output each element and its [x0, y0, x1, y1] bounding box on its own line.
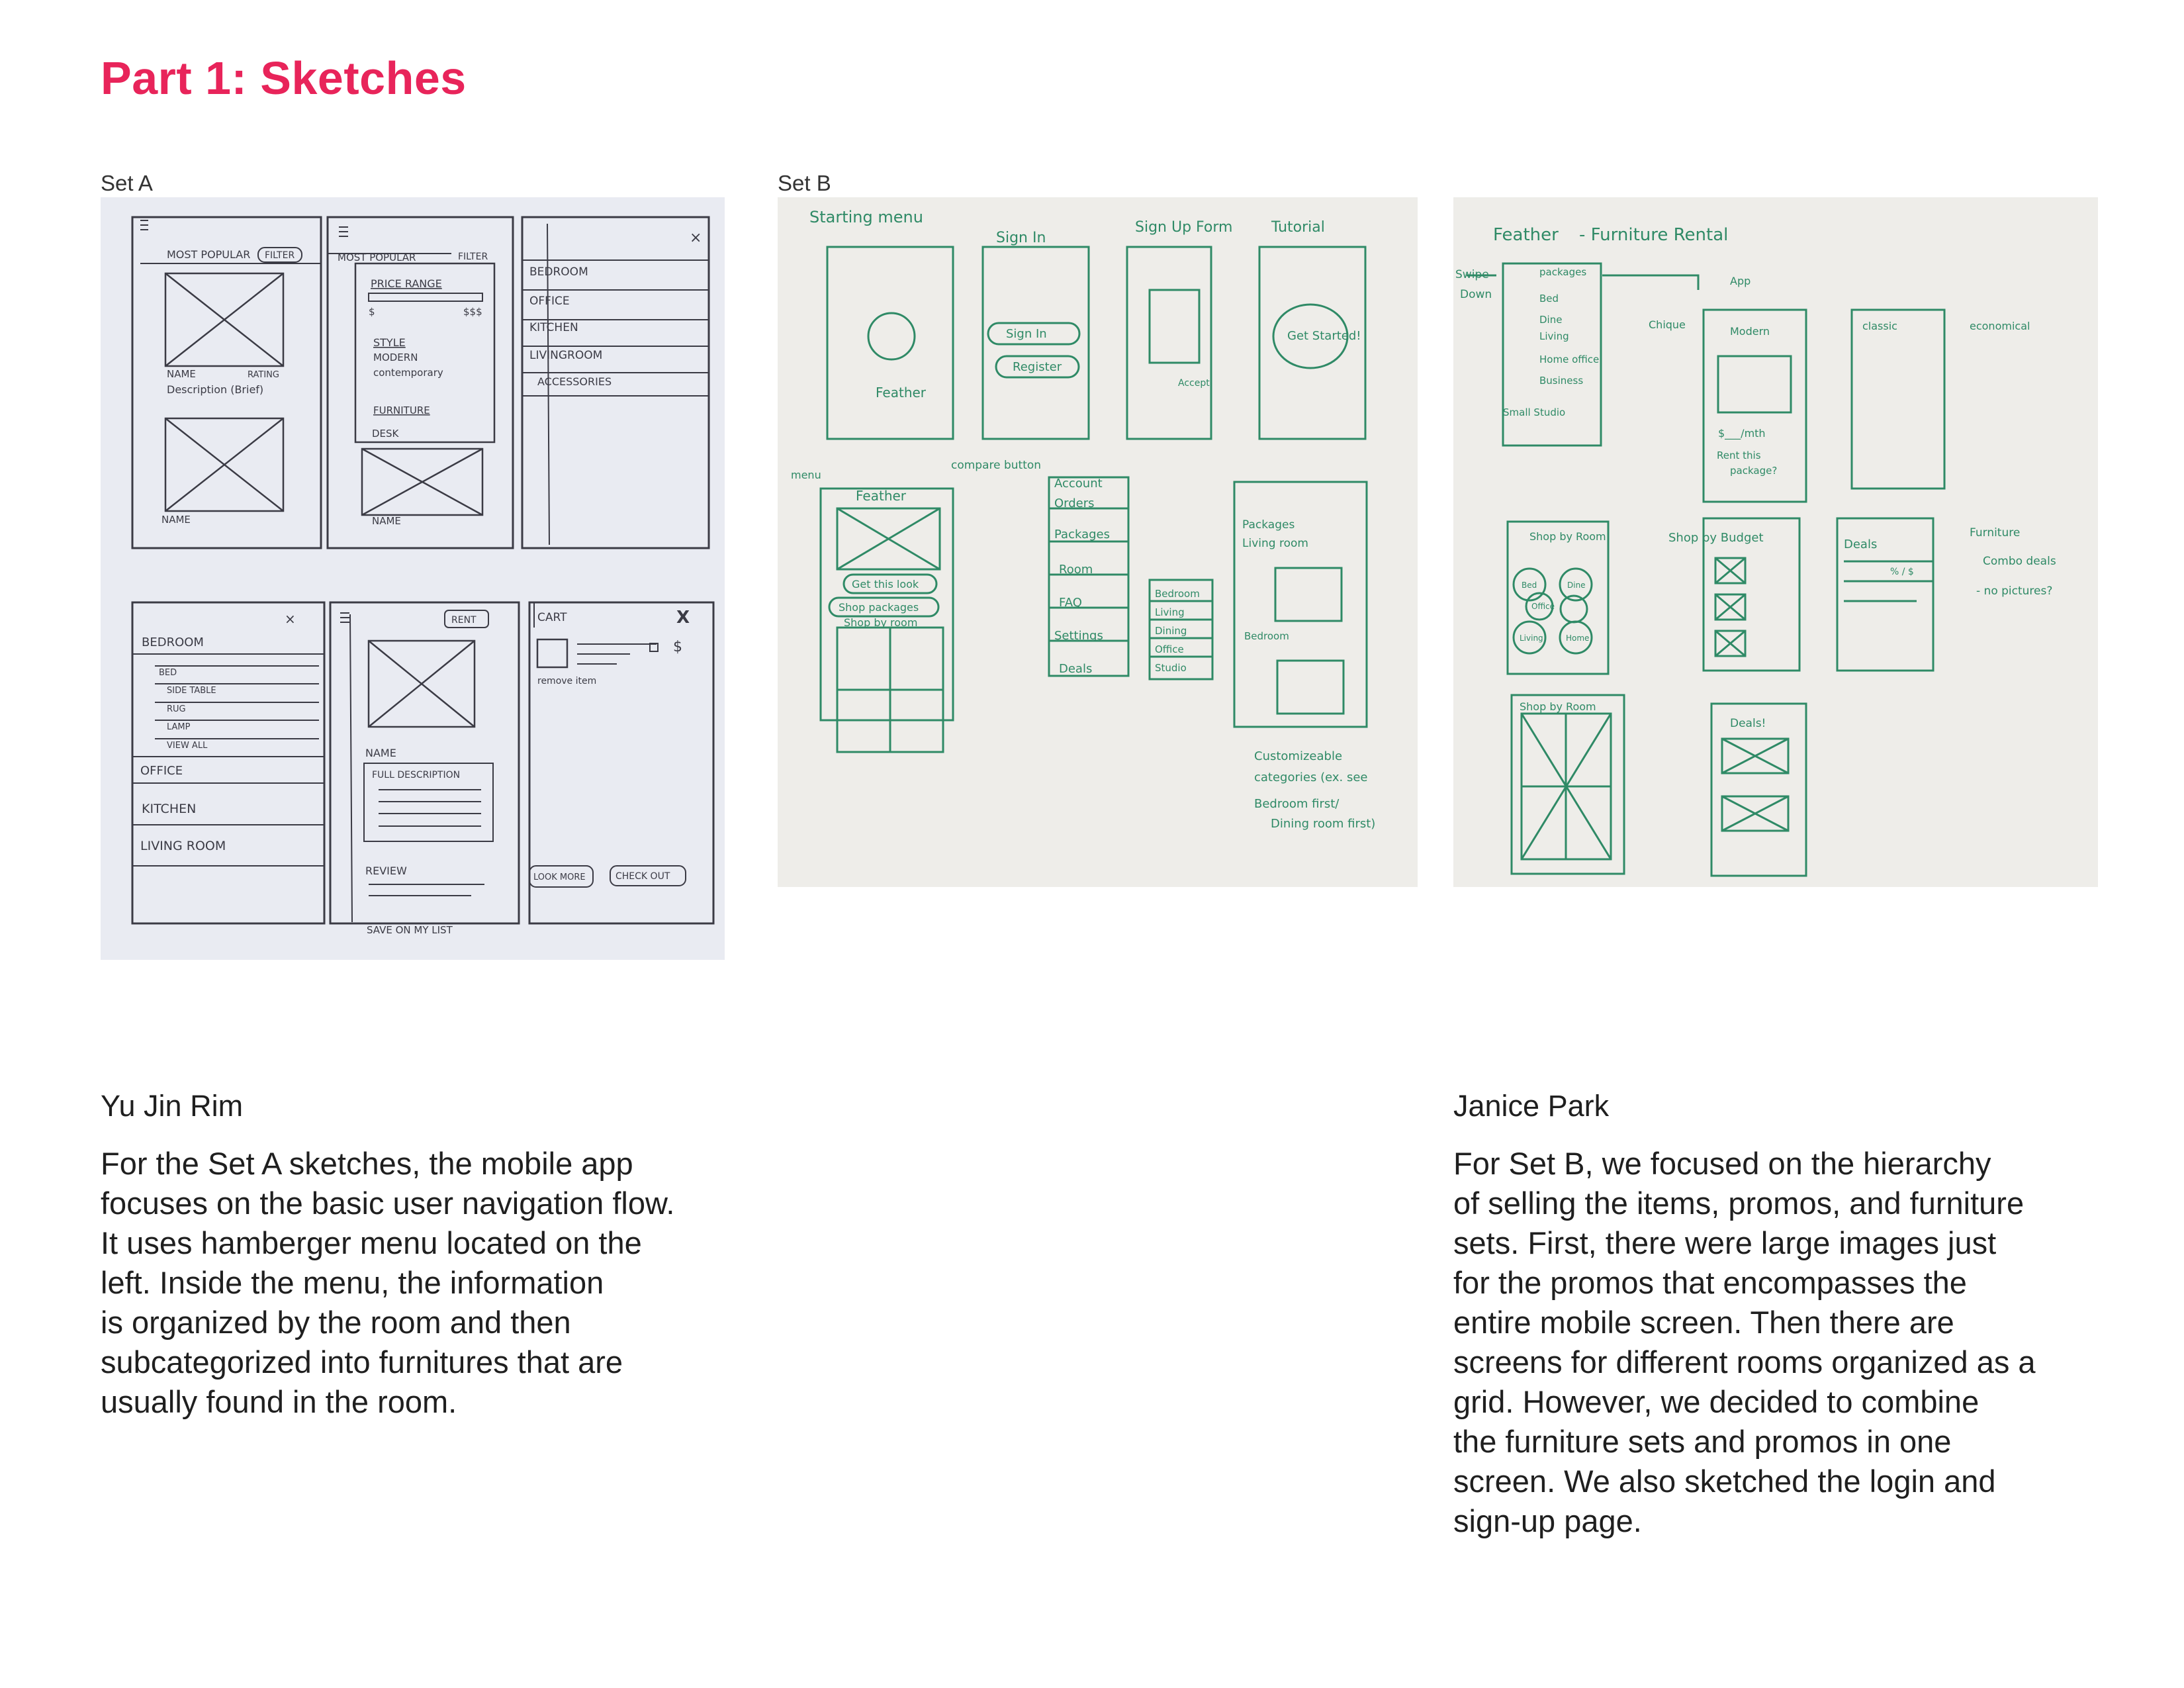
description-set-b-line: the furniture sets and promos in one	[1453, 1424, 1952, 1459]
b1-living-room: Living room	[1242, 537, 1308, 550]
description-set-b	[1453, 1144, 2036, 1541]
b2-deals: Deals	[1844, 538, 1878, 551]
author-name-set-b: Janice Park	[1453, 1089, 1610, 1123]
description-set-a	[101, 1144, 674, 1422]
a4-living-room: LIVING ROOM	[140, 839, 226, 853]
b1-menu-item-4: Room	[1059, 563, 1093, 577]
b1-compare-button-note: compare button	[951, 459, 1042, 472]
b1-packages: Packages	[1242, 518, 1295, 532]
set-b-sketch-drawing-2	[1453, 197, 2098, 887]
b2-no-pictures: - no pictures?	[1976, 585, 2053, 598]
a6-cart: CART	[537, 611, 567, 624]
b1-note-1: Customizeable	[1254, 749, 1343, 763]
b2-chique: Chique	[1649, 318, 1686, 331]
b1-tutorial: Tutorial	[1271, 219, 1325, 236]
b2-subtitle: - Furniture Rental	[1579, 225, 1729, 245]
description-set-a-line: subcategorized into furnitures that are	[101, 1344, 623, 1380]
b2-home: Home	[1566, 633, 1590, 643]
b1-starting-menu: Starting menu	[809, 208, 923, 226]
description-set-b-line: entire mobile screen. Then there are	[1453, 1305, 1954, 1340]
b1-note-4: Dining room first)	[1271, 817, 1376, 831]
b2-living: Living	[1520, 633, 1543, 643]
description-set-b-line: screens for different rooms organized as a	[1453, 1344, 2036, 1380]
a2-dollar: $	[369, 306, 375, 318]
a6-price: $	[673, 639, 682, 655]
a4-office: OFFICE	[140, 764, 183, 778]
a2-furniture: FURNITURE	[373, 404, 430, 416]
a6-look-more-button: LOOK MORE	[533, 872, 586, 882]
a1-filter: FILTER	[265, 250, 295, 261]
a4-bed: BED	[159, 668, 177, 678]
a2-name: NAME	[372, 515, 401, 527]
a2-modern: MODERN	[373, 352, 418, 363]
description-set-b-line: for the promos that encompasses the	[1453, 1265, 1967, 1300]
set-a-label: Set A	[101, 171, 153, 195]
b2-shop-by-room: Shop by Room	[1529, 530, 1606, 543]
description-set-b-line: For Set B, we focused on the hierarchy	[1453, 1146, 1991, 1181]
b2-rent-this: Rent this	[1717, 449, 1761, 461]
b2-shop-by-budget: Shop by Budget	[1668, 531, 1764, 545]
b2-list-3: Dine	[1539, 314, 1563, 326]
b1-shop-packages: Shop packages	[839, 601, 919, 614]
b2-title: Feather	[1493, 225, 1559, 245]
a4-view-all: VIEW ALL	[167, 741, 208, 751]
description-set-b-line: sets. First, there were large images just	[1453, 1225, 1997, 1260]
description-set-b-line: sign-up page.	[1453, 1503, 1642, 1538]
b1-sign-in-title: Sign In	[996, 230, 1046, 246]
a4-bedroom: BEDROOM	[142, 635, 204, 649]
set-a-sketch-photo	[101, 197, 725, 960]
page-title: Part 1: Sketches	[101, 52, 467, 104]
a3-close-icon: ×	[690, 230, 702, 246]
a4-kitchen: KITCHEN	[142, 802, 197, 816]
b1-submenu-item-5: Studio	[1155, 662, 1187, 674]
description-set-a-line: usually found in the room.	[101, 1384, 457, 1419]
a1-name-2: NAME	[161, 514, 191, 526]
b1-menu-item-7: Deals	[1059, 662, 1093, 676]
b1-menu-item-3: Packages	[1054, 528, 1110, 541]
b1-submenu-item-4: Office	[1155, 643, 1184, 655]
a3-office: OFFICE	[529, 295, 570, 308]
a4-close-icon: ×	[285, 611, 296, 627]
b1-sign-in-button: Sign In	[1006, 327, 1047, 341]
b2-dine: Dine	[1567, 581, 1586, 590]
a1-description: Description (Brief)	[167, 383, 264, 396]
b1-submenu-item-2: Living	[1155, 606, 1185, 618]
b2-classic: classic	[1862, 320, 1897, 332]
b2-list-7: Small Studio	[1503, 406, 1566, 418]
a1-rating: RATING	[248, 370, 279, 380]
b2-list-1: packages	[1539, 266, 1587, 278]
b2-price: $___/mth	[1718, 427, 1766, 440]
a6-close-icon: X	[676, 608, 690, 628]
a4-lamp: LAMP	[167, 722, 191, 732]
b1-bedroom: Bedroom	[1244, 630, 1289, 642]
b2-pct: % / $	[1890, 567, 1914, 577]
a1-name: NAME	[167, 368, 196, 380]
a2-filter: FILTER	[458, 252, 488, 262]
b2-list-2: Bed	[1539, 293, 1559, 305]
b1-submenu-item-3: Dining	[1155, 625, 1187, 637]
a5-full-description: FULL DESCRIPTION	[372, 770, 461, 780]
b2-package: package?	[1730, 465, 1778, 477]
b1-note-2: categories (ex. see	[1254, 771, 1368, 784]
b1-menu-note: menu	[791, 469, 821, 481]
b1-submenu-item-1: Bedroom	[1155, 588, 1200, 600]
b1-menu-item-5: FAQ	[1059, 596, 1082, 610]
a6-check-out-button: CHECK OUT	[615, 871, 670, 882]
b2-app: App	[1730, 275, 1751, 287]
set-b-sketch-photo-2	[1453, 197, 2098, 887]
a2-most-popular: MOST POPULAR	[338, 252, 416, 263]
b2-shop-by-room-2: Shop by Room	[1520, 700, 1596, 713]
a2-price-range: PRICE RANGE	[371, 277, 442, 290]
description-set-a-line: focuses on the basic user navigation flow.	[101, 1186, 675, 1221]
b2-list-5: Home office	[1539, 353, 1600, 365]
b1-note-3: Bedroom first/	[1254, 797, 1340, 811]
b2-furniture: Furniture	[1970, 526, 2021, 539]
description-set-a-line: left. Inside the menu, the information	[101, 1265, 604, 1300]
a1-most-popular: MOST POPULAR	[167, 248, 251, 261]
a3-bedroom: BEDROOM	[529, 265, 588, 279]
a4-side-table: SIDE TABLE	[167, 686, 216, 696]
b2-combo-deals: Combo deals	[1983, 555, 2056, 568]
a5-name: NAME	[365, 747, 396, 759]
b1-menu-item-1: Account	[1054, 477, 1103, 491]
a3-accessories: ACCESSORIES	[537, 375, 612, 388]
a2-contemporary: contemporary	[373, 367, 443, 379]
b1-get-this-look: Get this look	[852, 578, 919, 590]
b2-modern: Modern	[1730, 325, 1770, 338]
b2-deals-2: Deals!	[1730, 717, 1766, 730]
set-b-sketch-photo-1	[778, 197, 1418, 887]
set-a-sketch-drawing	[101, 197, 725, 960]
a2-style: STYLE	[373, 336, 406, 349]
a3-kitchen: KITCHEN	[529, 321, 578, 334]
set-b-label: Set B	[778, 171, 831, 195]
b1-register-button: Register	[1013, 360, 1062, 374]
a6-remove-item: remove item	[537, 676, 597, 686]
b2-list-6: Business	[1539, 375, 1584, 387]
description-set-b-line: screen. We also sketched the login and	[1453, 1464, 1996, 1499]
b2-down: Down	[1460, 288, 1492, 301]
b1-menu-item-6: Settings	[1054, 629, 1103, 643]
description-set-b-line: of selling the items, promos, and furniture	[1453, 1186, 2025, 1221]
set-b-sketch-drawing-1	[778, 197, 1418, 887]
b1-accept: Accept	[1178, 378, 1210, 389]
a4-rug: RUG	[167, 704, 186, 714]
b2-list-4: Living	[1539, 330, 1569, 342]
a3-living-room: LIVINGROOM	[529, 349, 603, 362]
b1-feather-header: Feather	[856, 488, 907, 504]
b2-economical: economical	[1970, 320, 2030, 332]
b2-office: Office	[1531, 602, 1555, 611]
b1-menu-item-2: Orders	[1054, 496, 1095, 510]
a5-review: REVIEW	[365, 865, 407, 877]
description-set-a-line: For the Set A sketches, the mobile app	[101, 1146, 633, 1181]
a2-desk: DESK	[372, 428, 399, 440]
b1-sign-up-form: Sign Up Form	[1135, 219, 1233, 236]
description-set-a-line: is organized by the room and then	[101, 1305, 571, 1340]
b2-swipe: Swipe	[1455, 268, 1489, 281]
b2-bed: Bed	[1522, 581, 1537, 590]
b1-feather-logo-text: Feather	[876, 385, 927, 400]
a5-save-on-my-list: SAVE ON MY LIST	[367, 924, 453, 936]
description-set-b-line: grid. However, we decided to combine	[1453, 1384, 1979, 1419]
author-name-set-a: Yu Jin Rim	[101, 1089, 244, 1123]
a2-dollars: $$$	[463, 306, 482, 318]
b1-shop-by-room: Shop by room	[844, 616, 918, 629]
description-set-a-line: It uses hamberger menu located on the	[101, 1225, 642, 1260]
a5-rent-button: RENT	[451, 615, 477, 626]
b1-get-started: Get Started!	[1287, 329, 1361, 343]
